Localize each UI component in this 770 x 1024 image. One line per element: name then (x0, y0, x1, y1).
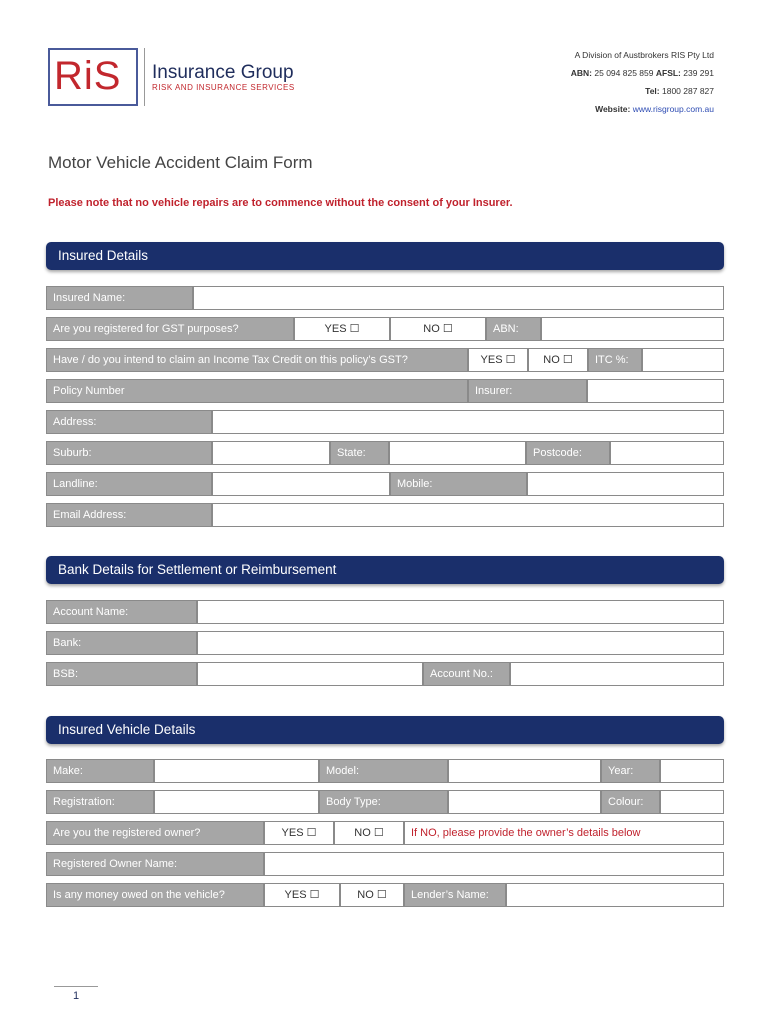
bank-field[interactable] (197, 631, 724, 655)
itc-field[interactable] (642, 348, 724, 372)
account-number-label: Account No.: (423, 662, 510, 686)
suburb-field[interactable] (212, 441, 330, 465)
bsb-field[interactable] (197, 662, 423, 686)
year-label: Year: (601, 759, 660, 783)
website-label: Website: (595, 104, 631, 114)
abn-afsl-line (571, 68, 714, 78)
gst-question-label: Are you registered for GST purposes? (46, 317, 294, 341)
owner-note: If NO, please provide the owner’s details below (404, 821, 724, 845)
registration-label: Registration: (46, 790, 154, 814)
owner-question-label: Are you the registered owner? (46, 821, 264, 845)
make-label: Make: (46, 759, 154, 783)
insured-name-label: Insured Name: (46, 286, 193, 310)
insured-name-field[interactable] (193, 286, 724, 310)
afsl-label: AFSL: (655, 68, 681, 78)
body-type-label: Body Type: (319, 790, 448, 814)
email-field[interactable] (212, 503, 724, 527)
gst-yes-checkbox[interactable]: YES ☐ (294, 317, 390, 341)
bank-label: Bank: (46, 631, 197, 655)
state-label: State: (330, 441, 389, 465)
section-insured-details: Insured Details (46, 242, 724, 270)
email-label: Email Address: (46, 503, 212, 527)
policy-number-label: Policy Number (46, 379, 468, 403)
model-field[interactable] (448, 759, 601, 783)
page-number: 1 (72, 990, 80, 1002)
make-field[interactable] (154, 759, 319, 783)
landline-label: Landline: (46, 472, 212, 496)
lender-label: Lender’s Name: (404, 883, 506, 907)
money-yes-checkbox[interactable]: YES ☐ (264, 883, 340, 907)
landline-field[interactable] (212, 472, 390, 496)
gst-no-checkbox[interactable]: NO ☐ (390, 317, 486, 341)
abn-field[interactable] (541, 317, 724, 341)
tel-label: Tel: (645, 86, 660, 96)
itc-label: ITC %: (588, 348, 642, 372)
owner-name-field[interactable] (264, 852, 724, 876)
owner-yes-checkbox[interactable]: YES ☐ (264, 821, 334, 845)
postcode-field[interactable] (610, 441, 724, 465)
year-field[interactable] (660, 759, 724, 783)
logo-name: Insurance Group (152, 62, 294, 83)
address-field[interactable] (212, 410, 724, 434)
tel-value: 1800 287 827 (662, 86, 714, 96)
mobile-label: Mobile: (390, 472, 527, 496)
tel-line (645, 86, 714, 96)
logo-tagline: RISK AND INSURANCE SERVICES (152, 83, 295, 92)
owner-name-label: Registered Owner Name: (46, 852, 264, 876)
colour-field[interactable] (660, 790, 724, 814)
body-type-field[interactable] (448, 790, 601, 814)
owner-no-checkbox[interactable]: NO ☐ (334, 821, 404, 845)
abn-label-cell: ABN: (486, 317, 541, 341)
registration-field[interactable] (154, 790, 319, 814)
itc-question-label: Have / do you intend to claim an Income Tax Credit on this policy’s GST? (46, 348, 468, 372)
lender-field[interactable] (506, 883, 724, 907)
postcode-label: Postcode: (526, 441, 610, 465)
afsl-value: 239 291 (683, 68, 714, 78)
itc-no-checkbox[interactable]: NO ☐ (528, 348, 588, 372)
abn-label: ABN: (570, 68, 593, 78)
website-line (595, 104, 714, 114)
money-no-checkbox[interactable]: NO ☐ (340, 883, 404, 907)
form-title: Motor Vehicle Accident Claim Form (48, 153, 313, 172)
abn-value: 25 094 825 859 (594, 68, 654, 78)
insurer-field[interactable] (587, 379, 724, 403)
colour-label: Colour: (601, 790, 660, 814)
logo-divider (144, 48, 145, 106)
suburb-label: Suburb: (46, 441, 212, 465)
money-owed-label: Is any money owed on the vehicle? (46, 883, 264, 907)
section-bank-details: Bank Details for Settlement or Reimbursement (46, 556, 724, 584)
account-name-label: Account Name: (46, 600, 197, 624)
itc-yes-checkbox[interactable]: YES ☐ (468, 348, 528, 372)
state-field[interactable] (389, 441, 526, 465)
division-text: A Division of Austbrokers RIS Pty Ltd (574, 50, 714, 60)
page-divider (54, 986, 98, 987)
model-label: Model: (319, 759, 448, 783)
repair-notice: Please note that no vehicle repairs are to commence without the consent of your Insurer. (48, 197, 513, 209)
insurer-label: Insurer: (468, 379, 587, 403)
website-link[interactable]: www.risgroup.com.au (632, 104, 714, 114)
logo-mark: RiS (54, 54, 122, 98)
account-name-field[interactable] (197, 600, 724, 624)
mobile-field[interactable] (527, 472, 724, 496)
section-vehicle-details: Insured Vehicle Details (46, 716, 724, 744)
address-label: Address: (46, 410, 212, 434)
account-number-field[interactable] (510, 662, 724, 686)
bsb-label: BSB: (46, 662, 197, 686)
